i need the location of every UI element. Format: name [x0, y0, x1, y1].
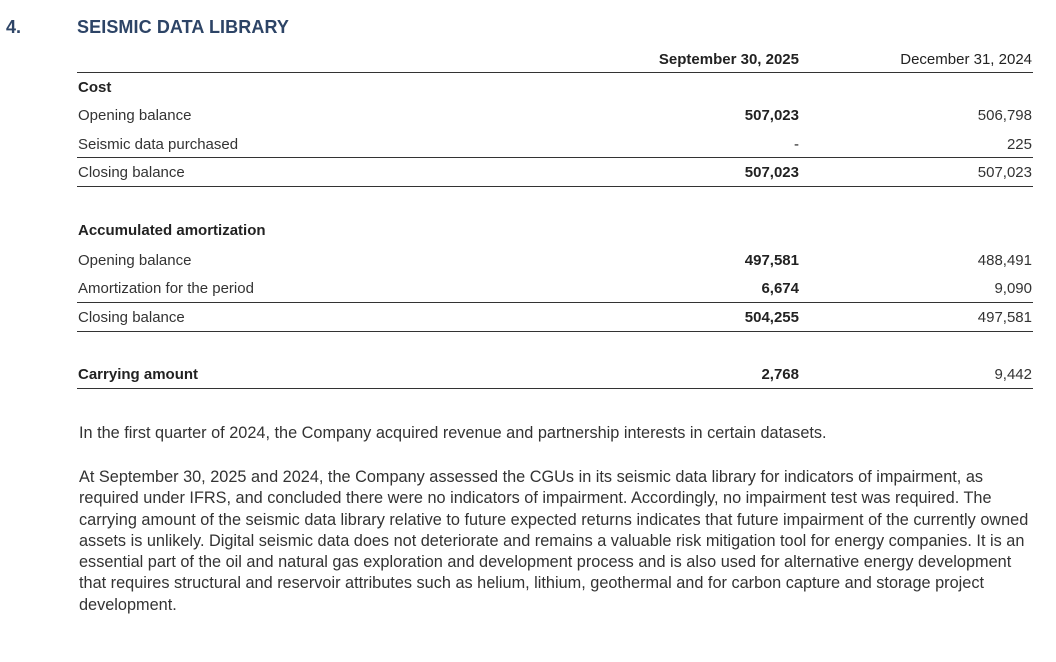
- row-label: Carrying amount: [78, 366, 199, 383]
- subtotal-rule: [77, 302, 1033, 303]
- table-row: [77, 252, 1032, 274]
- row-label: Closing balance: [78, 164, 185, 181]
- table-row: [77, 164, 1032, 186]
- prior-value: 225: [1006, 136, 1032, 153]
- section-rule: [77, 331, 1033, 332]
- row-label: Seismic data purchased: [78, 136, 239, 153]
- section-rule: [77, 186, 1033, 187]
- table-row: [77, 136, 1032, 158]
- prior-value: 497,581: [977, 309, 1032, 326]
- subtotal-rule: [77, 157, 1033, 158]
- current-value: 504,255: [744, 309, 799, 326]
- table-row: [77, 107, 1032, 129]
- current-value: -: [794, 136, 799, 153]
- header-rule: [77, 72, 1033, 73]
- row-label: Opening balance: [78, 252, 192, 269]
- prior-value: 507,023: [977, 164, 1032, 181]
- row-label: Opening balance: [78, 107, 192, 124]
- prior-value: 9,442: [994, 366, 1032, 383]
- current-value: 507,023: [744, 164, 799, 181]
- current-value: 6,674: [761, 280, 799, 297]
- prior-value: 506,798: [977, 107, 1032, 124]
- cost-heading-row: [77, 79, 1032, 101]
- current-value: 507,023: [744, 107, 799, 124]
- table-row: [77, 309, 1032, 331]
- table-row: [77, 280, 1032, 302]
- current-value: 2,768: [761, 366, 799, 383]
- column-header-prior: December 31, 2024: [900, 51, 1032, 68]
- prior-value: 9,090: [994, 280, 1032, 297]
- total-rule: [77, 388, 1033, 389]
- amortization-heading: Accumulated amortization: [78, 222, 266, 239]
- current-value: 497,581: [744, 252, 799, 269]
- paragraph: At September 30, 2025 and 2024, the Company assessed the CGUs in its seismic data library for indicators of impairment, as required under IFRS, and concluded there were no indicators of impairment. Accordingly, no impairment test was required. The carrying amount of the seismic data library relative to future expected returns indicates that future impairment of the currently owned assets is unlikely. Digital seismic data does not deteriorate and remains a valuable risk mitigation tool for energy companies. It is an essential part of the oil and natural gas exploration and development process and is also used for alternative energy development that requires structural and reservoir attributes such as helium, lithium, geothermal and for carbon capture and storage project development.: [79, 468, 1029, 614]
- row-label: Amortization for the period: [78, 280, 254, 297]
- note-number: 4.: [6, 17, 22, 37]
- paragraph: In the first quarter of 2024, the Company acquired revenue and partnership interests in certain datasets.: [79, 424, 827, 442]
- prior-value: 488,491: [977, 252, 1032, 269]
- row-label: Closing balance: [78, 309, 185, 326]
- cost-heading: Cost: [78, 79, 112, 96]
- amortization-heading-row: [77, 222, 1032, 244]
- note-title: SEISMIC DATA LIBRARY: [77, 17, 289, 37]
- carrying-amount-row: [77, 366, 1032, 388]
- column-header-current: September 30, 2025: [658, 51, 799, 68]
